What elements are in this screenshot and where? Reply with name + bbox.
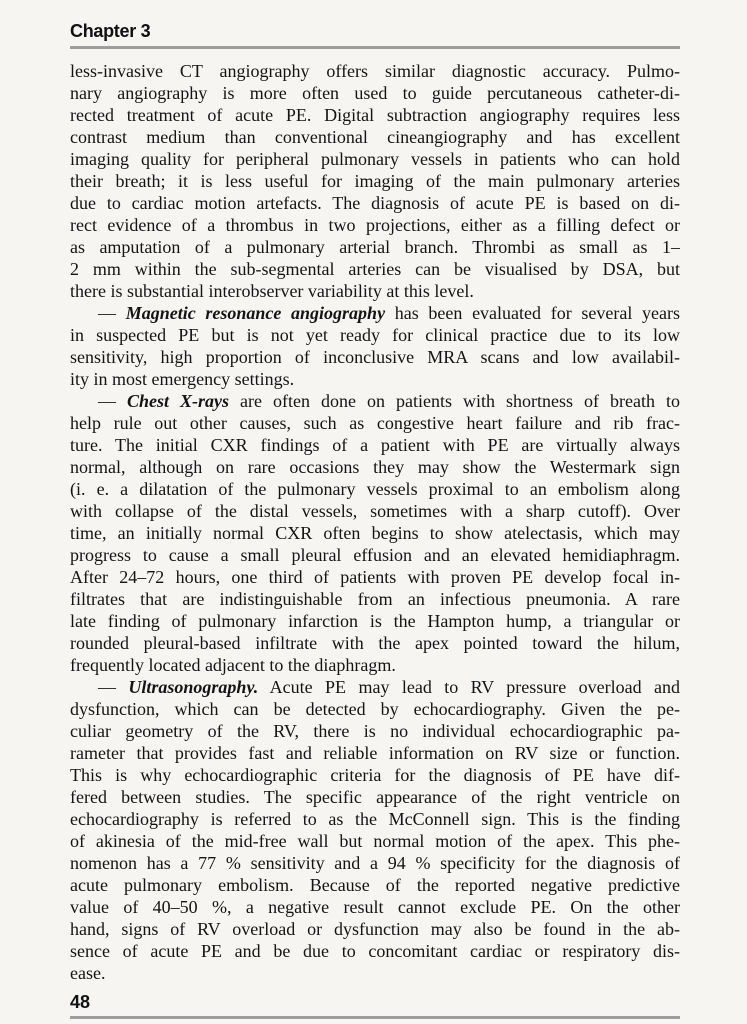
text-line [70,632,680,654]
text-segment: rect evidence of a thrombus in two projections, either as a filling defect or [70,215,680,235]
text-line [70,456,680,478]
text-segment: ture. The initial CXR findings of a patient with PE are virtually always [70,435,680,455]
text-segment: late finding of pulmonary infarction is the Hampton hump, a triangular or [70,611,680,631]
text-line [70,170,680,192]
text-line [70,588,680,610]
text-line [70,522,680,544]
text-segment: (i. e. a dilatation of the pulmonary vessels proximal to an embolism along [70,479,680,499]
text-segment: nomenon has a 77 % sensitivity and a 94 % specificity for the diagnosis of [70,853,680,873]
text-segment: — [98,677,129,697]
text-line [70,412,680,434]
text-segment: are often done on patients with shortness of breath to [229,391,680,411]
text-line [70,346,680,368]
emphasis-term: Ultrasonography. [128,677,259,697]
text-segment: normal, although on rare occasions they may show the Westermark sign [70,457,680,477]
text-segment: rounded pleural-based infiltrate with the apex pointed toward the hilum, [70,633,680,653]
text-segment: culiar geometry of the RV, there is no individual echocardiographic pa- [70,721,680,741]
text-line [70,280,680,302]
emphasis-term: Magnetic resonance angiography [125,303,386,323]
text-segment: their breath; it is less useful for imaging of the main pulmonary arteries [70,171,680,191]
text-segment: imaging quality for peripheral pulmonary vessels in patients who can hold [70,149,680,169]
text-segment: with collapse of the distal vessels, sometimes with a sharp cutoff). Over [70,501,680,521]
text-line [70,676,680,698]
text-line [70,962,680,984]
text-line [70,874,680,896]
paragraph [70,302,680,390]
text-segment: echocardiography is referred to as the McConnell sign. This is the finding [70,809,680,829]
header-rule [70,46,680,49]
text-segment: less-invasive CT angiography offers similar diagnostic accuracy. Pulmo- [70,61,680,81]
text-segment: sence of acute PE and be due to concomitant cardiac or respiratory dis- [70,941,680,961]
text-segment: ity in most emergency settings. [70,369,295,389]
page-number: 48 [70,992,91,1012]
text-segment: as amputation of a pulmonary arterial branch. Thrombi as small as 1– [70,237,680,257]
text-line [70,654,680,676]
text-segment: due to cardiac motion artefacts. The diagnosis of acute PE is based on di- [70,193,680,213]
text-segment: progress to cause a small pleural effusion and an elevated hemidiaphragm. [70,545,680,565]
book-page [70,0,680,1024]
text-line [70,544,680,566]
paragraph [70,676,680,984]
text-line [70,918,680,940]
body-text [70,60,680,984]
text-line [70,148,680,170]
text-line [70,390,680,412]
text-line [70,434,680,456]
page-footer [70,992,680,1012]
text-segment: After 24–72 hours, one third of patients with proven PE develop focal in- [70,567,680,587]
text-segment: — [98,303,126,323]
text-line [70,368,680,390]
text-segment: of akinesia of the mid-free wall but normal motion of the apex. This phe- [70,831,680,851]
text-segment: time, an initially normal CXR often begins to show atelectasis, which may [70,523,680,543]
text-segment: Acute PE may lead to RV pressure overload and [258,677,680,697]
chapter-title: Chapter 3 [70,21,151,41]
text-line [70,258,680,280]
text-segment: in suspected PE but is not yet ready for clinical practice due to its low [70,325,680,345]
text-segment: dysfunction, which can be detected by echocardiography. Given the pe- [70,699,680,719]
text-line [70,786,680,808]
text-segment: help rule out other causes, such as congestive heart failure and rib frac- [70,413,680,433]
text-line [70,60,680,82]
text-segment: frequently located adjacent to the diaphragm. [70,655,396,675]
text-line [70,940,680,962]
text-line [70,720,680,742]
text-segment: value of 40–50 %, a negative result cannot exclude PE. On the other [70,897,680,917]
text-line [70,566,680,588]
text-line [70,104,680,126]
text-line [70,82,680,104]
chapter-header [70,21,680,41]
text-line [70,302,680,324]
text-line [70,764,680,786]
text-segment: has been evaluated for several years [385,303,680,323]
text-segment: fered between studies. The specific appearance of the right ventricle on [70,787,680,807]
text-line [70,478,680,500]
emphasis-term: Chest X-rays [127,391,230,411]
paragraph [70,60,680,302]
text-line [70,610,680,632]
text-line [70,214,680,236]
text-line [70,126,680,148]
text-segment: 2 mm within the sub-segmental arteries can be visualised by DSA, but [70,259,680,279]
text-segment: contrast medium than conventional cineangiography and has excellent [70,127,680,147]
text-line [70,742,680,764]
text-segment: rected treatment of acute PE. Digital subtraction angiography requires less [70,105,680,125]
text-line [70,808,680,830]
text-line [70,500,680,522]
text-segment: hand, signs of RV overload or dysfunction may also be found in the ab- [70,919,680,939]
text-line [70,896,680,918]
text-line [70,852,680,874]
text-segment: acute pulmonary embolism. Because of the reported negative predictive [70,875,680,895]
text-segment: sensitivity, high proportion of inconclusive MRA scans and low availabil- [70,347,680,367]
text-segment: ease. [70,963,106,983]
text-segment: This is why echocardiographic criteria for the diagnosis of PE have dif- [70,765,680,785]
text-line [70,830,680,852]
paragraph [70,390,680,676]
footer-rule [70,1016,680,1019]
text-segment: filtrates that are indistinguishable from an infectious pneumonia. A rare [70,589,680,609]
text-line [70,324,680,346]
text-segment: there is substantial interobserver variability at this level. [70,281,474,301]
text-segment: — [98,391,128,411]
text-line [70,698,680,720]
text-line [70,236,680,258]
text-line [70,192,680,214]
text-segment: nary angiography is more often used to guide percutaneous catheter-di- [70,83,680,103]
text-segment: rameter that provides fast and reliable information on RV size or function. [70,743,680,763]
